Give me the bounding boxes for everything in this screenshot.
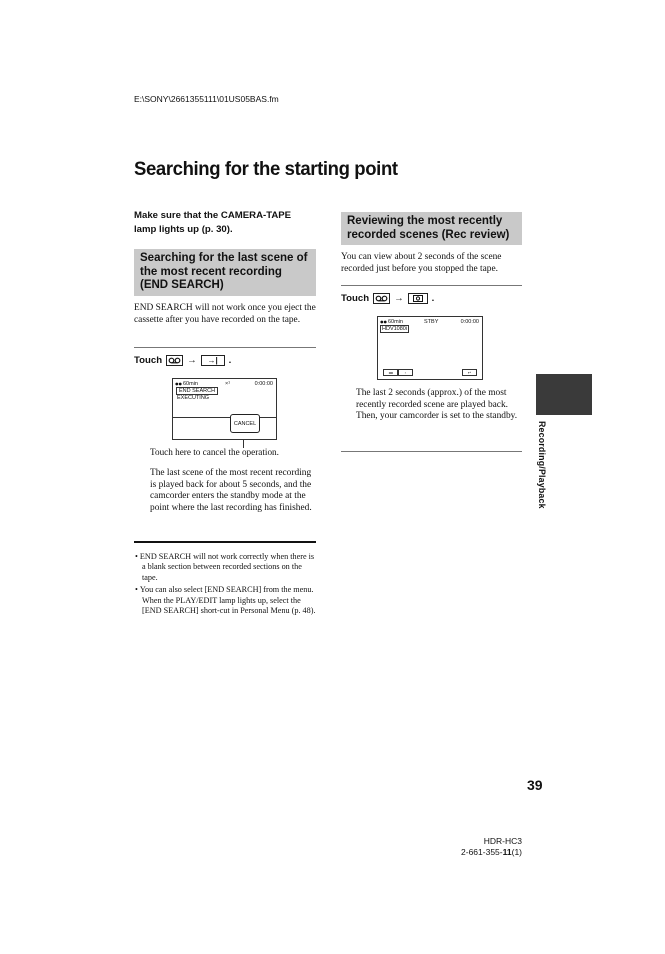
cancel-button[interactable]: CANCEL [230, 414, 260, 433]
standby-indicator: STBY [424, 319, 439, 325]
review-icon[interactable]: ▫ [398, 369, 413, 376]
end-search-paragraph: END SEARCH will not work once you eject the cassette after you have recorded on the tape. [134, 303, 316, 325]
model-number: HDR-HC3 [483, 836, 522, 846]
tape-icon[interactable] [373, 293, 390, 304]
tape-icon [380, 320, 387, 324]
rec-review-result: The last 2 seconds (approx.) of the most recently recorded scene are played back. Then, your camcorder is set to the standby. [356, 388, 518, 422]
rec-review-paragraph: You can view about 2 seconds of the scene recorded just before you stopped the tape. [341, 252, 502, 274]
divider [341, 451, 522, 452]
rec-review-instruction [341, 293, 434, 304]
note-item: • You can also select [END SEARCH] from the menu. When the PLAY/EDIT lamp lights up, select the [END SEARCH] short-cut in Personal Menu (p. 48). [135, 585, 316, 616]
remaining-time: 60min [388, 319, 403, 325]
notes-list [134, 552, 318, 618]
rec-review-heading: Reviewing the most recently recorded scenes (Rec review) [341, 212, 522, 245]
end-search-result: The last scene of the most recent recording is played back for about 5 seconds, and the camcorder enters the standby mode at the point where the last recording has finished. [150, 468, 312, 513]
footer [430, 836, 522, 857]
divider [341, 285, 522, 286]
document-code: 2-661-355-11(1) [461, 846, 522, 857]
format-badge: HDV1080i [382, 326, 408, 332]
divider [134, 347, 316, 348]
file-path: E:\SONY\2661355111\01US05BAS.fm [134, 94, 279, 104]
intro-text: Make sure that the CAMERA-TAPE lamp lights up (p. 30). [134, 210, 292, 235]
status-text: EXECUTING [177, 395, 210, 401]
note-item: • END SEARCH will not work correctly when there is a blank section between recorded sections on the tape. [135, 552, 315, 582]
timecode: 0:00:00 [254, 381, 273, 387]
section-label: Recording/Playback [537, 421, 547, 509]
touch-label: Touch [134, 355, 163, 366]
notes-divider [134, 541, 316, 543]
cancel-callout: Touch here to cancel the operation. [150, 447, 279, 457]
mode-label: END SEARCH [176, 387, 218, 395]
end-search-instruction [134, 355, 231, 366]
rec-review-icon[interactable] [408, 293, 428, 304]
tape-icon [175, 382, 182, 386]
end-search-icon[interactable]: →| [201, 355, 225, 366]
touch-label: Touch [341, 293, 370, 304]
rewind-icon[interactable]: ◂◂ [383, 369, 398, 376]
tape-icon[interactable] [166, 355, 183, 366]
timecode: 0:00:00 [460, 319, 479, 325]
page-title: Searching for the starting point [134, 158, 398, 180]
screen-divider [173, 417, 276, 418]
rewind-indicator: ×¹ [225, 381, 231, 387]
period: . [431, 293, 435, 304]
page-number: 39 [527, 777, 543, 793]
arrow-icon: → [394, 293, 404, 304]
end-search-screen [172, 378, 277, 440]
return-icon[interactable]: ↩ [462, 369, 477, 376]
remaining-time: 60min [183, 381, 198, 387]
arrow-icon: → [187, 355, 197, 366]
end-search-heading: Searching for the last scene of the most recent recording (END SEARCH) [134, 249, 316, 296]
period: . [228, 355, 232, 366]
section-tab [536, 374, 592, 415]
rec-review-screen [377, 316, 483, 380]
